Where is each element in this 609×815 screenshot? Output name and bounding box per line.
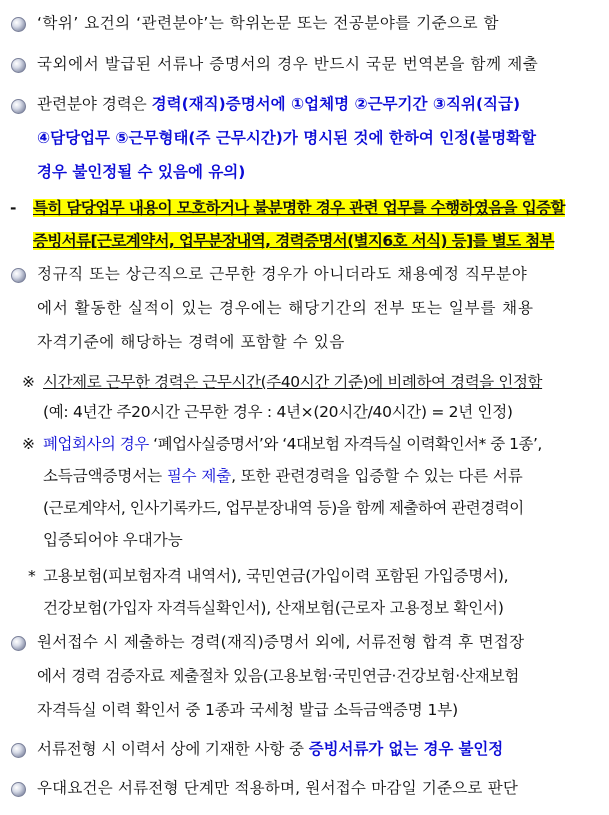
bullet-icon xyxy=(11,743,26,758)
bullet-icon xyxy=(11,782,26,797)
bullet-icon xyxy=(11,99,26,114)
item-verification-line2: 에서 경력 검증자료 제출절차 있음(고용보험·국민연금·건강보험·산재보험 xyxy=(37,667,520,685)
note-closed-company-line4: 입증되어야 우대가능 xyxy=(43,531,183,549)
item-nonregular-line1: 정규직 또는 상근직으로 근무한 경우가 아니더라도 채용예정 직무분야 xyxy=(37,265,528,283)
note-parttime-line1: 시간제로 근무한 경력은 근무시간(주40시간 기준)에 비례하여 경력을 인정함 xyxy=(43,373,543,391)
dash-note-line1: 특히 담당업무 내용이 모호하거나 불분명한 경우 관련 업무를 수행하였음을 입증할 xyxy=(33,199,565,217)
item-degree-field: ‘학위’ 요건의 ‘관련분야’는 학위논문 또는 전공분야를 기준으로 함 xyxy=(37,14,499,32)
not-accepted-notice: 증빙서류가 없는 경우 불인정 xyxy=(308,740,504,758)
item-verification-line1: 원서접수 시 제출하는 경력(재직)증명서 외에, 서류전형 합격 후 면접장 xyxy=(37,633,525,651)
item-nonregular-line2: 에서 활동한 실적이 있는 경우에는 해당기간의 전부 또는 일부를 채용 xyxy=(37,299,534,317)
note-closed-company-line1: 폐업회사의 경우 ‘폐업사실증명서’와 ‘4대보험 자격득실 이력확인서* 중 1종’, xyxy=(43,435,542,453)
career-cert-requirements: 경력(재직)증명서에 ①업체명 ②근무기간 ③직위(직급) xyxy=(151,95,521,113)
note-closed-company-line3: (근로계약서, 인사기록카드, 업무분장내역 등)을 함께 제출하여 관련경력이 xyxy=(43,499,524,517)
item-nonregular-line3: 자격기준에 해당하는 경력에 포함할 수 있음 xyxy=(37,333,345,351)
bullet-icon xyxy=(11,58,26,73)
career-cert-line3: 경우 불인정될 수 있음에 유의) xyxy=(37,163,246,181)
note-parttime-line2: (예: 4년간 주20시간 근무한 경우 : 4년×(20시간/40시간) = 2년 인정) xyxy=(43,403,513,421)
bullet-icon xyxy=(11,636,26,651)
career-cert-line2: ④담당업무 ⑤근무형태(주 근무시간)가 명시된 것에 한하여 인정(불명확할 xyxy=(37,129,537,147)
dash-note-line2: 증빙서류[근로계약서, 업무분장내역, 경력증명서(별지6호 서식) 등]를 별도 첨부 xyxy=(33,232,555,250)
required-submission: 필수 제출 xyxy=(166,467,232,485)
footnote-insurance-line2: 건강보험(가입자 자격득실확인서), 산재보험(근로자 고용정보 확인서) xyxy=(43,599,504,617)
bullet-icon xyxy=(11,17,26,32)
item-career-cert: 관련분야 경력은 경력(재직)증명서에 ①업체명 ②근무기간 ③직위(직급) xyxy=(37,95,521,113)
closed-company-label: 폐업회사의 경우 xyxy=(43,435,149,453)
item-verification-line3: 자격득실 이력 확인서 중 1종과 국세청 발급 소득금액증명 1부) xyxy=(37,701,459,719)
note-marker: ※ xyxy=(22,435,35,453)
dash-marker: - xyxy=(10,199,17,217)
item-preference-stage: 우대요건은 서류전형 단계만 적용하며, 원서접수 마감일 기준으로 판단 xyxy=(37,779,519,797)
item-no-evidence: 서류전형 시 이력서 상에 기재한 사항 중 증빙서류가 없는 경우 불인정 xyxy=(37,740,504,758)
item-foreign-docs: 국외에서 발급된 서류나 증명서의 경우 반드시 국문 번역본을 함께 제출 xyxy=(37,55,539,73)
footnote-insurance-line1: 고용보험(피보험자격 내역서), 국민연금(가입이력 포함된 가입증명서), xyxy=(43,567,509,585)
bullet-icon xyxy=(11,268,26,283)
asterisk-marker: * xyxy=(28,567,36,585)
note-marker: ※ xyxy=(22,373,35,391)
note-closed-company-line2: 소득금액증명서는 필수 제출, 또한 관련경력을 입증할 수 있는 다른 서류 xyxy=(43,467,523,485)
